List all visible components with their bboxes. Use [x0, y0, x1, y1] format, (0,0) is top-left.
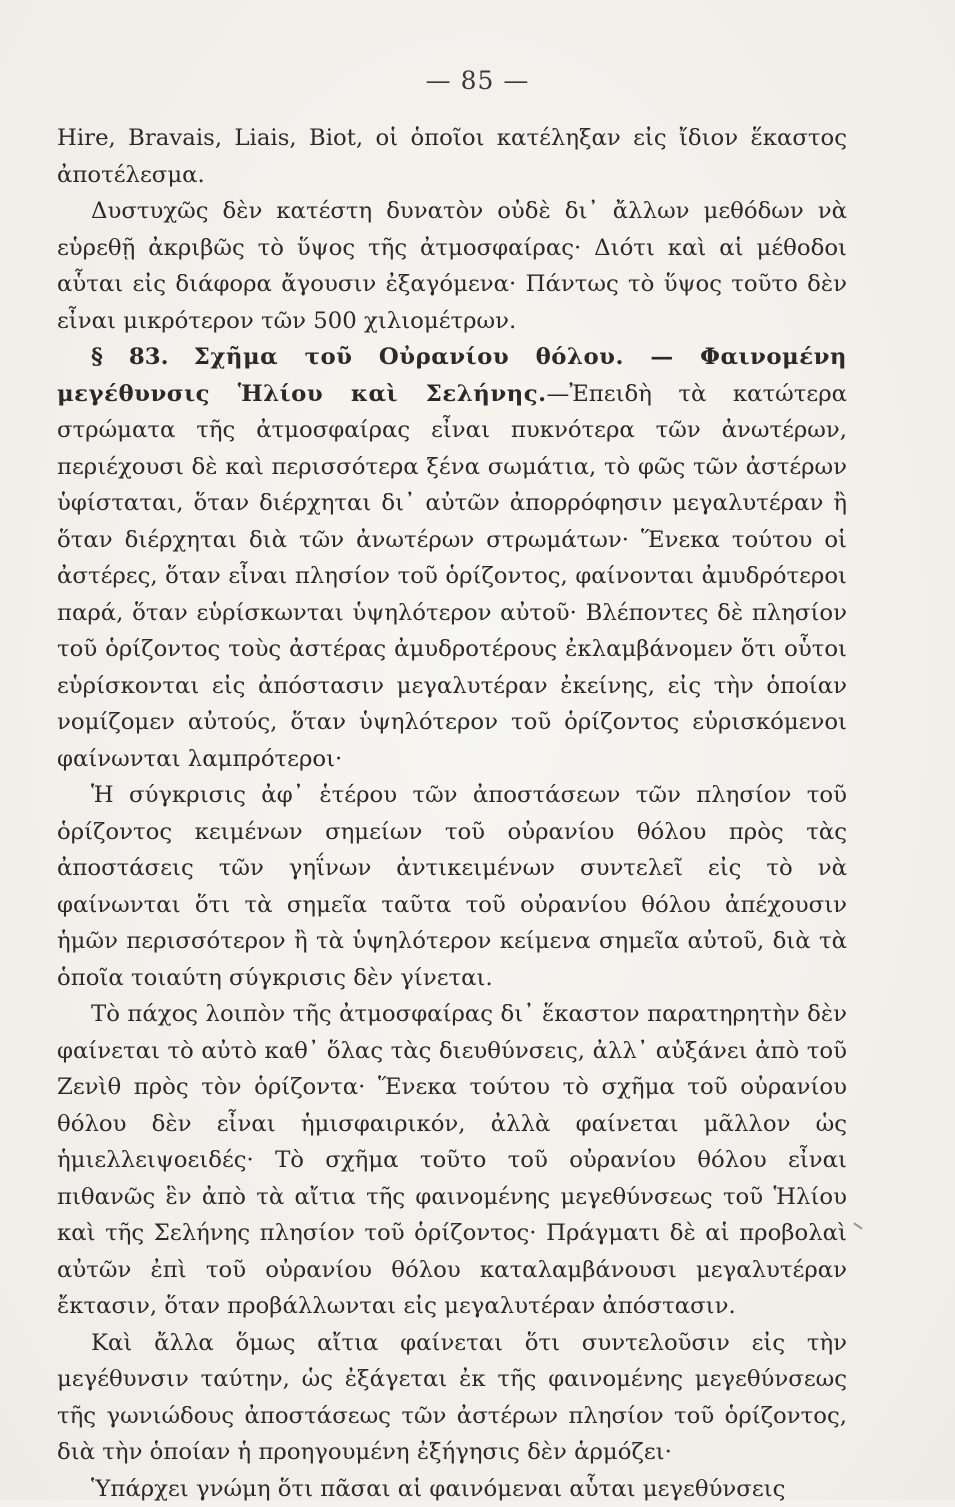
paragraph-sky-dome-shape: Τὸ πάχος λοιπὸν τῆς ἀτμοσφαίρας δι᾽ ἕκαστον παρατηρητὴν δὲν φαίνεται τὸ αὐτὸ καθ᾽ ὅλας τὰς διευθύνσεις, ἀλλ᾽ αὐξάνει ἀπὸ τοῦ Ζενὶθ πρὸς τὸν ὁρίζοντα· Ἕνεκα τούτου τὸ σχῆμα τοῦ οὐρανίου θόλου δὲν εἶναι ἡμισφαιρικόν, ἀλλὰ φαίνεται μᾶλλον ὡς ἡμιελλειψοειδές· Τὸ σχῆμα τοῦτο τοῦ οὐρανίου θόλου εἶναι πιθανῶς ἓν ἀπὸ τὰ αἴτια τῆς φαινομένης μεγεθύνσεως τοῦ Ἡλίου καὶ τῆς Σελήνης πλησίον τοῦ ὁρίζοντος· Πράγματι δὲ αἱ προβολαὶ αὐτῶν ἐπὶ τοῦ οὐρανίου θόλου καταλαμβάνουσι μεγαλυτέραν ἔκτασιν, ὅταν προβάλλωνται εἰς μεγαλυτέραν ἀπόστασιν.: [57, 996, 847, 1325]
page-mark: [853, 1222, 862, 1229]
section-title: Σχῆμα τοῦ Οὐρανίου θόλου. — Φαινομένη μεγέθυνσις Ἡλίου καὶ Σελήνης.: [57, 344, 847, 407]
paragraph-atmosphere-height: Δυστυχῶς δὲν κατέστη δυνατὸν οὐδὲ δι᾽ ἄλλων μεθόδων νὰ εὑρεθῇ ἀκριβῶς τὸ ὕψος τῆς ἀτμοσφαίρας· Διότι καὶ αἱ μέθοδοι αὗται εἰς διάφορα ἄγουσιν ἐξαγόμενα· Πάντως τὸ ὕψος τοῦτο δὲν εἶναι μικρότερον τῶν 500 χιλιομέτρων.: [57, 193, 847, 339]
page-number: — 85 —: [0, 66, 955, 95]
paragraph-other-causes: Καὶ ἄλλα ὅμως αἴτια φαίνεται ὅτι συντελοῦσιν εἰς τὴν μεγέθυνσιν ταύτην, ὡς ἐξάγεται ἐκ τῆς φαινομένης μεγεθύνσεως τῆς γωνιώδους ἀποστάσεως τῶν ἀστέρων πλησίον τοῦ ὁρίζοντος, διὰ τὴν ὁποίαν ἡ προηγουμένη ἐξήγησις δὲν ἁρμόζει·: [57, 1325, 847, 1471]
paragraph-opinion: Ὑπάρχει γνώμη ὅτι πᾶσαι αἱ φαινόμεναι αὗται μεγεθύνσεις: [57, 1471, 847, 1507]
section-number: § 83.: [91, 344, 169, 370]
body-text: [57, 120, 847, 1507]
section-83-body: —Ἐπειδὴ τὰ κατώτερα στρώματα τῆς ἀτμοσφαίρας εἶναι πυκνότερα τῶν ἀνωτέρων, περιέχουσι δὲ καὶ περισσότερα ξένα σωμάτια, τὸ φῶς τῶν ἀστέρων ὑφίσταται, ὅταν διέρχηται δι᾽ αὐτῶν ἀπορρόφησιν μεγαλυτέραν ἢ ὅταν διέρχηται διὰ τῶν ἀνωτέρων στρωμάτων· Ἕνεκα τούτου οἱ ἀστέρες, ὅταν εἶναι πλησίον τοῦ ὁρίζοντος, φαίνονται ἀμυδρότεροι παρά, ὅταν εὑρίσκωνται ὑψηλότερον αὐτοῦ· Βλέποντες δὲ πλησίον τοῦ ὁρίζοντος τοὺς ἀστέρας ἀμυδροτέρους ἐκλαμβάνομεν ὅτι οὗτοι εὑρίσκονται εἰς ἀπόστασιν μεγαλυτέραν ἐκείνης, εἰς τὴν ὁποίαν νομίζομεν αὐτούς, ὅταν ὑψηλότερον τοῦ ὁρίζοντος εὑρισκόμενοι φαίνωνται λαμπρότεροι·: [57, 381, 847, 772]
section-83-paragraph: [57, 339, 847, 777]
paragraph-comparison: Ἡ σύγκρισις ἀφ᾽ ἑτέρου τῶν ἀποστάσεων τῶν πλησίον τοῦ ὁρίζοντος κειμένων σημείων τοῦ οὐρανίου θόλου πρὸς τὰς ἀποστάσεις τῶν γηΐνων ἀντικειμένων συντελεῖ εἰς τὸ νὰ φαίνωνται ὅτι τὰ σημεῖα ταῦτα τοῦ οὐρανίου θόλου ἀπέχουσιν ἡμῶν περισσότερον ἢ τὰ ὑψηλότερον κείμενα σημεῖα αὐτοῦ, διὰ τὰ ὁποῖα τοιαύτη σύγκρισις δὲν γίνεται.: [57, 777, 847, 996]
paragraph-continuation: Hire, Bravais, Liais, Biot, οἱ ὁποῖοι κατέληξαν εἰς ἴδιον ἕκαστος ἀποτέλεσμα.: [57, 120, 847, 193]
